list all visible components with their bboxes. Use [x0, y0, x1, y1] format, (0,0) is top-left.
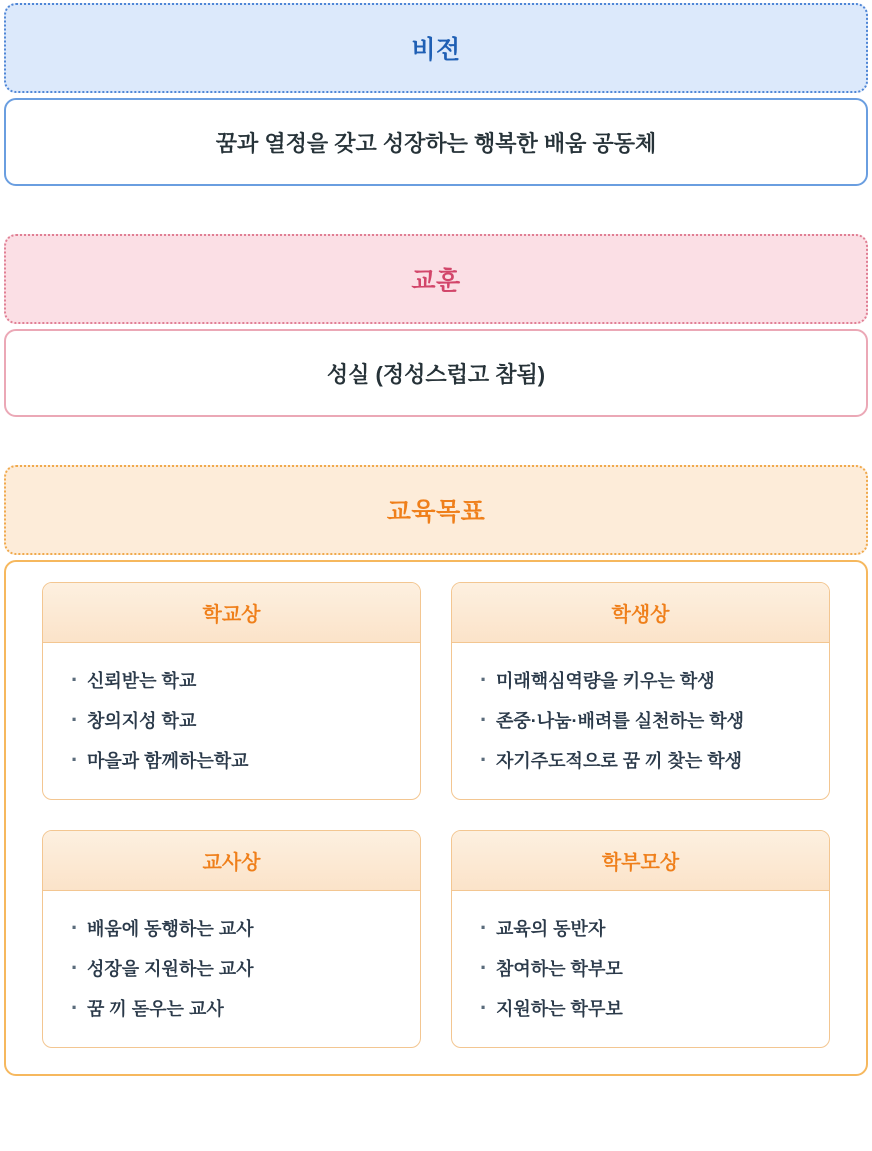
motto-header: 교훈	[4, 234, 868, 324]
list-item: · 존중·나눔·배려를 실천하는 학생	[478, 701, 829, 741]
goal-card-teacher	[42, 830, 421, 1048]
list-item: · 마을과 함께하는학교	[69, 741, 420, 781]
goal-body	[4, 560, 868, 1076]
list-item: · 배움에 동행하는 교사	[69, 909, 420, 949]
school-vision-diagram	[0, 3, 872, 1151]
goal-header: 교육목표	[4, 465, 868, 555]
goal-card-title: 교사상	[43, 831, 420, 891]
goal-card-list	[452, 643, 829, 799]
list-item: · 참여하는 학부모	[478, 949, 829, 989]
list-item: · 꿈 끼 돋우는 교사	[69, 989, 420, 1029]
goal-card-list	[43, 891, 420, 1047]
goal-card-school	[42, 582, 421, 800]
goal-card-title: 학생상	[452, 583, 829, 643]
goal-card-student	[451, 582, 830, 800]
list-item: · 창의지성 학교	[69, 701, 420, 741]
vision-statement: 꿈과 열정을 갖고 성장하는 행복한 배움 공동체	[4, 98, 868, 186]
vision-header: 비전	[4, 3, 868, 93]
goal-card-title: 학교상	[43, 583, 420, 643]
list-item: · 교육의 동반자	[478, 909, 829, 949]
goal-card-title: 학부모상	[452, 831, 829, 891]
goal-card-list	[43, 643, 420, 799]
goal-card-grid	[42, 582, 830, 1048]
list-item: · 성장을 지원하는 교사	[69, 949, 420, 989]
list-item: · 자기주도적으로 꿈 끼 찾는 학생	[478, 741, 829, 781]
list-item: · 신뢰받는 학교	[69, 661, 420, 701]
goal-card-parent	[451, 830, 830, 1048]
motto-statement: 성실 (정성스럽고 참됨)	[4, 329, 868, 417]
list-item: · 지원하는 학무보	[478, 989, 829, 1029]
list-item: · 미래핵심역량을 키우는 학생	[478, 661, 829, 701]
goal-card-list	[452, 891, 829, 1047]
